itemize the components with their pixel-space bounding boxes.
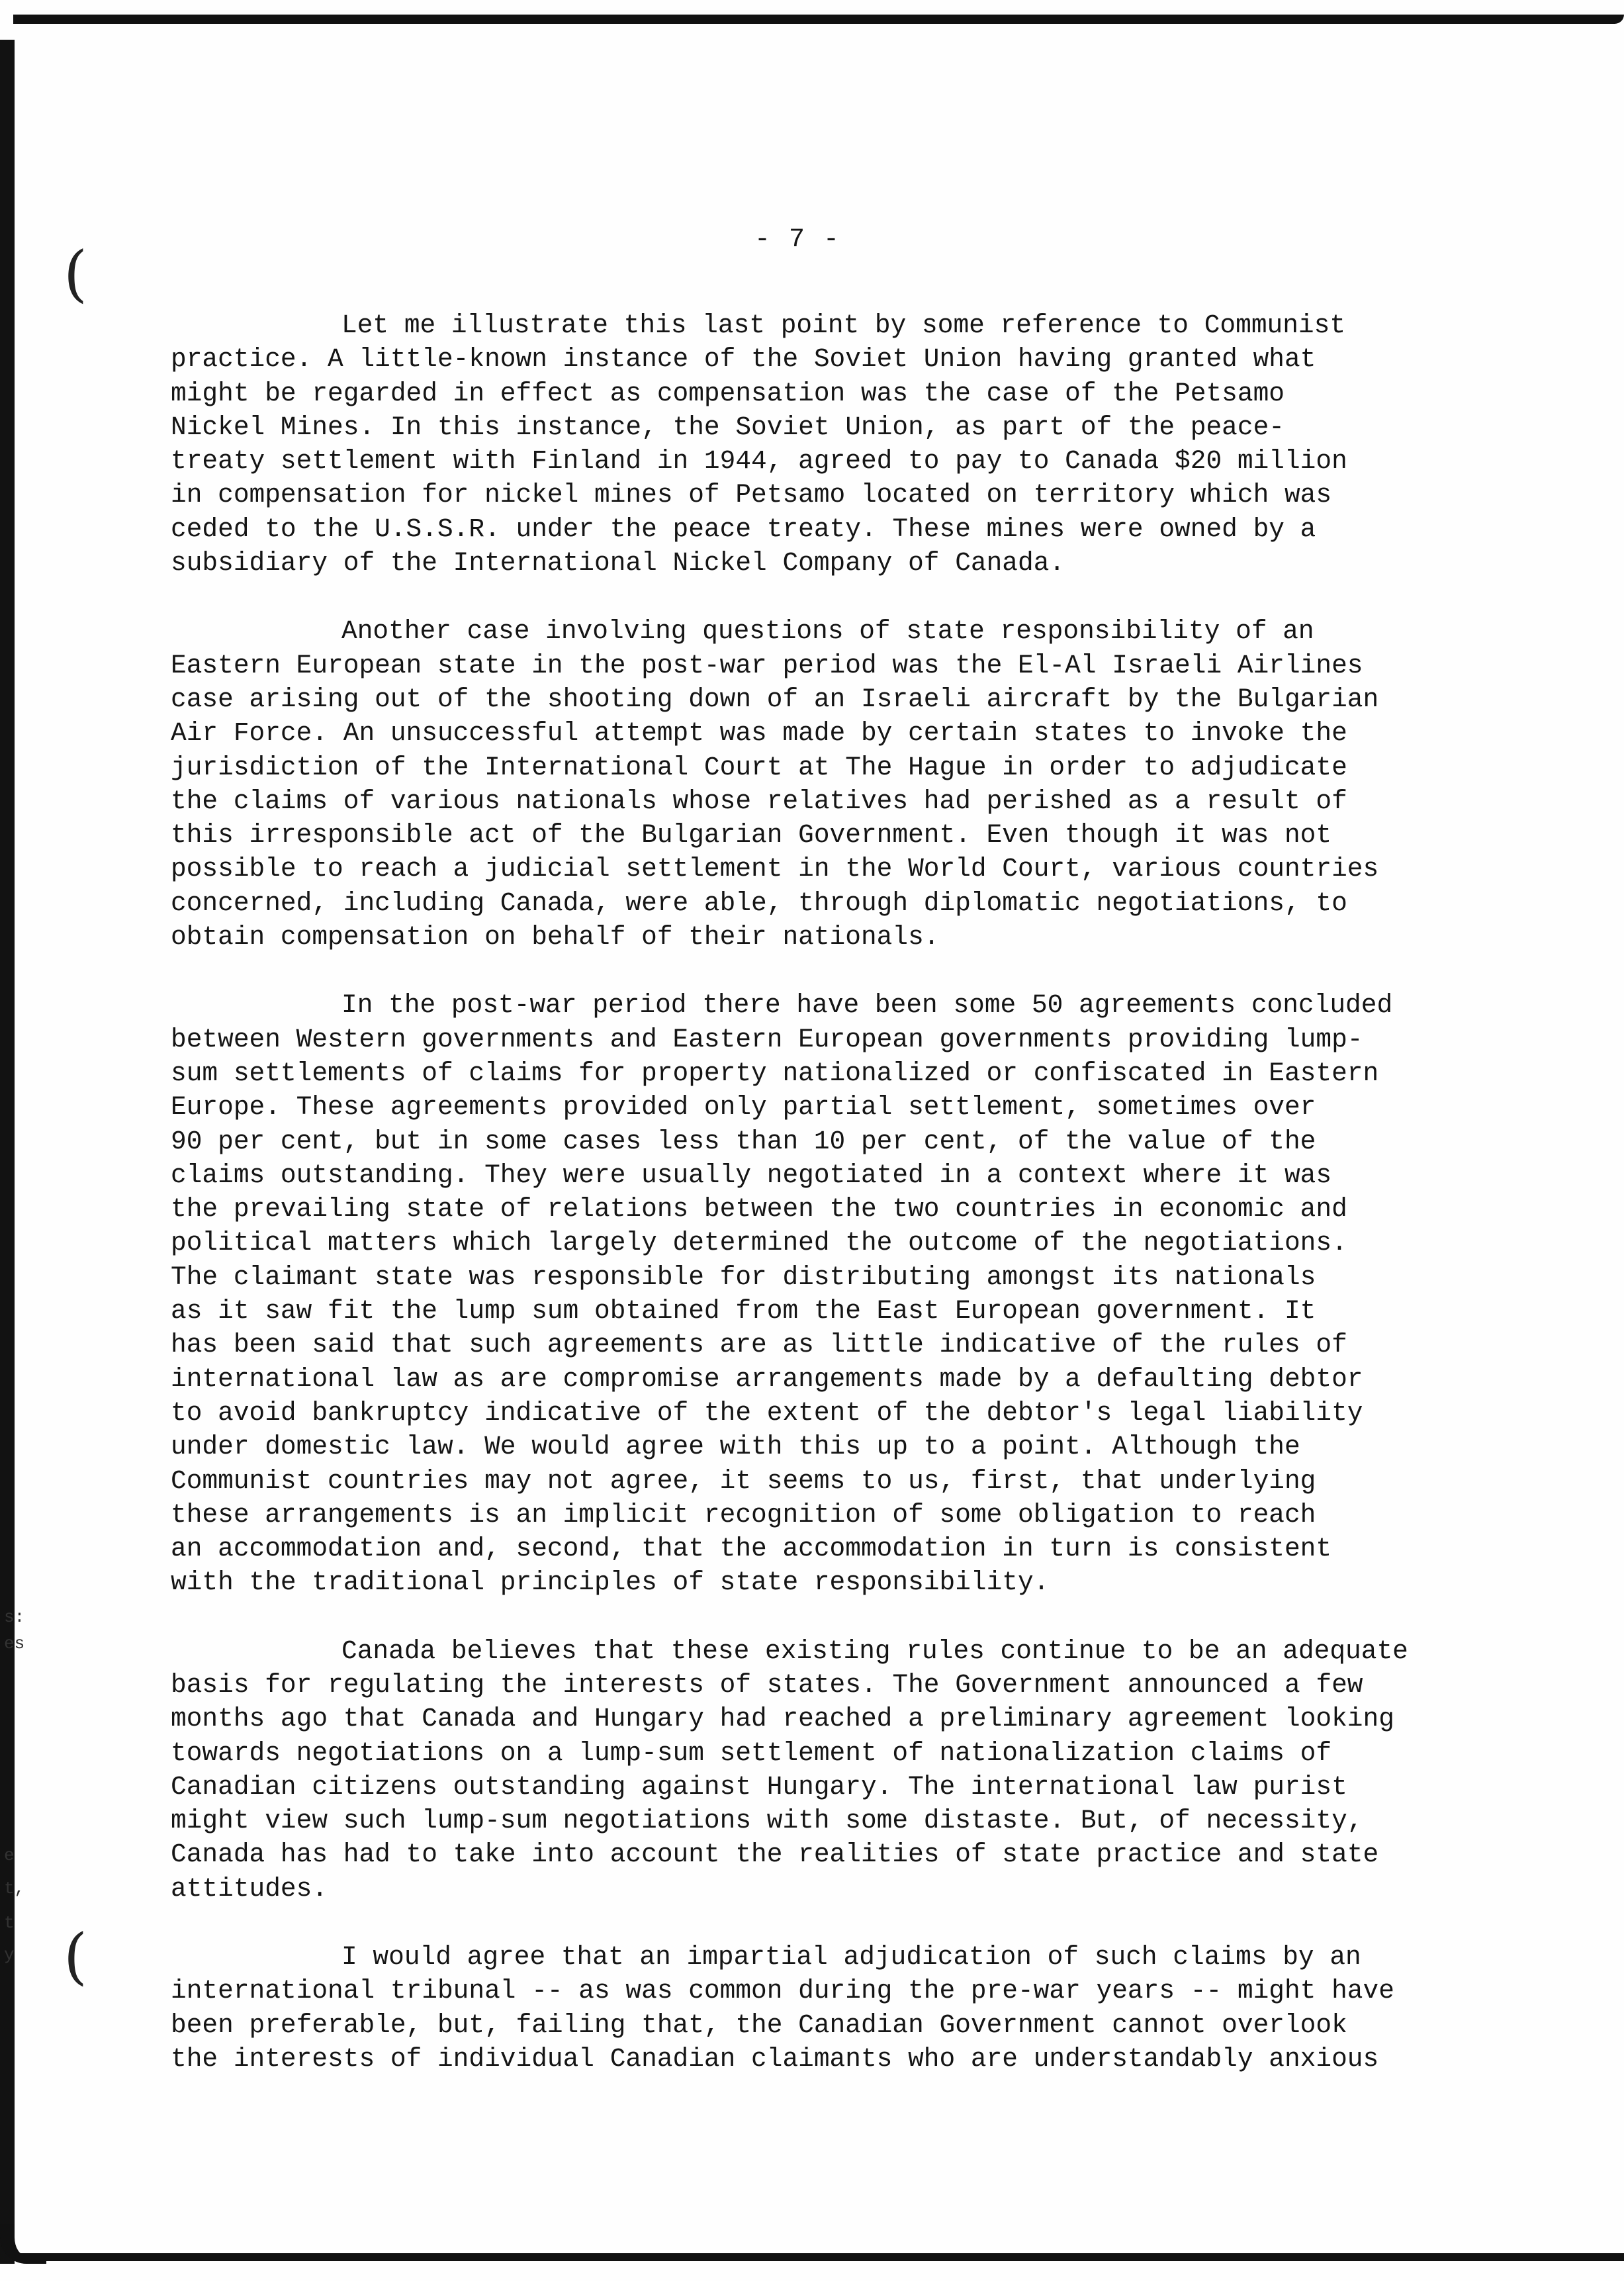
paragraph-lump-sum-agreements: In the post-war period there have been some 50 agreements concluded between Western governments and Eastern European governments providing lump- sum settlements of claims for property nationalized or confiscated in Eastern Europe. These agreements provided only partial settlement, sometimes over 90 per cent, but in some cases less than 10 per cent, of the value of the claims outstanding. They were usually negotiated in a context where it was the prevailing state of relations between the two countries in economic and political matters which largely determined the outcome of the negotiations. The claimant state was responsible for distributing amongst its nationals as it saw fit the lump sum obtained from the East European government. It has been said that such agreements are as little indicative of the rules of international law as are compromise arrangements made by a defaulting debtor to avoid bankruptcy indicative of the extent of the debtor's legal liability under domestic law. We would agree with this up to a point. Although the Communist countries may not agree, it seems to us, first, that underlying these arrangements is an implicit recognition of some obligation to reach an accommodation and, second, that the accommodation in turn is consistent with the traditional principles of state responsibility. — [171, 990, 1393, 1598]
punch-hole-mark-top: ( — [64, 238, 87, 309]
margin-fragment: s: — [4, 1607, 25, 1627]
margin-fragment: t — [4, 1913, 15, 1933]
paragraph-canada-hungary: Canada believes that these existing rules continue to be an adequate basis for regulating the interests of states. The Government announced a few months ago that Canada and Hungary had reached a preliminary agreement looking towards negotiations on a lump-sum settlement of nationalization claims of Canadian citizens outstanding against Hungary. The international law purist might view such lump-sum negotiations with some distaste. But, of necessity, Canada has had to take into account the realities of state practice and state attitudes. — [171, 1636, 1408, 1904]
body-text — [171, 308, 1501, 2110]
margin-fragment: es — [4, 1634, 25, 1653]
paragraph-petsamo: Let me illustrate this last point by some reference to Communist practice. A little-known instance of the Soviet Union having granted what might be regarded in effect as compensation was the case of the Petsamo Nickel Mines. In this instance, the Soviet Union, as part of the peace- treaty settlement with Finland in 1944, agreed to pay to Canada $20 million in compensation for nickel mines of Petsamo located on territory which was ceded to the U.S.S.R. under the peace treaty. These mines were owned by a subsidiary of the International Nickel Company of Canada. — [171, 310, 1347, 579]
scan-edge-bottom — [13, 2253, 1624, 2261]
margin-fragment: t, — [4, 1879, 25, 1898]
paragraph-adjudication: I would agree that an impartial adjudication of such claims by an international tribunal -- as was common during the pre-war years -- might have been preferable, but, failing that, the Canadian Government cannot overlook the interests of individual Canadian claimants who are understandably anxious — [171, 1942, 1394, 2074]
paragraph-el-al: Another case involving questions of state responsibility of an Eastern European state in the post-war period was the El-Al Israeli Airlines case arising out of the shooting down of an Israeli aircraft by the Bulgarian Air Force. An unsuccessful attempt was made by certain states to invoke the jurisdiction of the International Court at The Hague in order to adjudicate the claims of various nationals whose relatives had perished as a result of this irresponsible act of the Bulgarian Government. Even though it was not possible to reach a judicial settlement in the World Court, various countries concerned, including Canada, were able, through diplomatic negotiations, to obtain compensation on behalf of their nationals. — [171, 616, 1379, 953]
punch-hole-mark-bottom: ( — [64, 1921, 87, 1992]
page-number: - 7 - — [754, 225, 841, 255]
margin-fragment: y — [4, 1945, 15, 1965]
margin-fragment: e — [4, 1845, 15, 1865]
scan-edge-top — [13, 15, 1624, 24]
